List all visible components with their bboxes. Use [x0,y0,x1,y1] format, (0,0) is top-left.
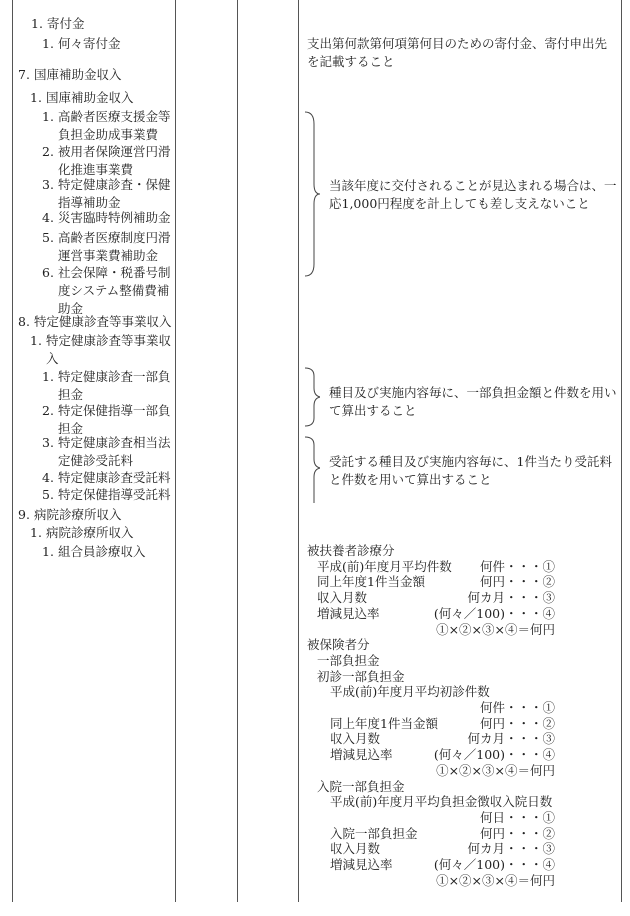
account-item [18,66,173,84]
item-number: 9. [18,507,30,522]
account-item [42,469,173,487]
item-number: 1. [30,333,42,348]
calc-label: 平成(前)年度月平均負担金徴収入院日数 [330,794,553,810]
calc-amount: 何円・・・② [479,825,555,841]
column-divider [12,0,13,902]
item-label: 国庫補助金収入 [34,67,122,82]
account-item [42,434,173,470]
item-number: 7. [18,67,30,82]
account-item [42,108,173,144]
item-number: 3. [42,435,54,450]
calc-label: 初診一部負担金 [317,668,405,684]
item-number: 1. [31,16,43,31]
item-label: 病院診療所収入 [46,525,134,540]
calc-label: 同上年度1件当金額 [330,715,438,731]
brace-icon [300,366,320,428]
item-label: 被用者保険運営円滑化推進事業費 [58,144,171,177]
item-label: 災害臨時特例補助金 [58,210,171,225]
item-number: 6. [42,265,54,280]
calc-amount: 何円・・・② [479,574,555,590]
item-number: 4. [42,470,54,485]
calc-label: 収入月数 [330,841,381,857]
item-number: 2. [42,403,54,418]
column-divider [298,0,299,902]
brace-icon [300,435,320,503]
calc-label: 増減見込率 [317,605,380,621]
calc-amount: ①×②×③×④＝何円 [436,872,555,888]
account-item [42,543,173,561]
calc-label: 平成(前)年度月平均初診件数 [330,684,490,700]
calc-amount: (何々／100)・・・④ [433,747,555,763]
item-label: 特定健康診査受託料 [58,470,171,485]
item-number: 1. [42,36,54,51]
account-item [42,486,173,504]
calc-amount: 何件・・・① [479,558,555,574]
calc-amount: 何円・・・② [479,715,555,731]
note-copay: 種目及び実施内容毎に、一部負担金額と件数を用いて算出すること [329,385,617,418]
calc-amount: 何カ月・・・③ [467,590,555,606]
item-label: 何々寄付金 [58,36,121,51]
calc-label: 収入月数 [317,590,368,606]
calc-amount: (何々／100)・・・④ [433,605,555,621]
item-label: 特定保健指導受託料 [58,487,171,502]
item-number: 1. [42,544,54,559]
account-item [42,176,173,212]
item-label: 特定健康診査等事業収入 [34,314,172,329]
calc-amount: ①×②×③×④＝何円 [436,621,555,637]
item-number: 1. [42,369,54,384]
item-label: 特定健康診査一部負担金 [58,369,171,402]
calc-amount: 何カ月・・・③ [467,731,555,747]
account-item [18,506,173,524]
item-label: 特定健康診査・保健指導補助金 [58,177,171,210]
account-item [30,524,173,542]
item-number: 4. [42,210,54,225]
item-label: 高齢者医療制度円滑運営事業費補助金 [58,230,171,263]
account-item [30,332,173,368]
item-number: 5. [42,230,54,245]
column-divider [237,0,238,902]
account-item [42,368,173,404]
calc-label: 同上年度1件当金額 [317,574,425,590]
account-item [42,209,173,227]
account-item [30,89,173,107]
note-donation: 支出第何款第何項第何目のための寄付金、寄付申出先を記載すること [307,36,608,69]
calc-label: 増減見込率 [330,747,393,763]
calc-amount: 何日・・・① [479,809,555,825]
calc-amount: 何カ月・・・③ [467,841,555,857]
item-number: 2. [42,144,54,159]
item-number: 1. [42,109,54,124]
item-label: 高齢者医療支援金等負担金助成事業費 [58,109,171,142]
item-label: 組合員診療収入 [58,544,146,559]
column-divider [621,0,622,902]
note-subsidy: 当該年度に交付されることが見込まれる場合は、一応1,000円程度を計上しても差し支えないこと [329,178,617,211]
account-item [42,35,173,53]
calc-label: 一部負担金 [317,652,380,668]
item-label: 特定健康診査等事業収入 [46,333,172,366]
item-label: 寄付金 [47,16,85,31]
item-label: 国庫補助金収入 [46,90,134,105]
calc-label: 平成(前)年度月平均件数 [317,558,452,574]
account-item [42,229,173,265]
account-item [42,264,173,318]
calc-label: 入院一部負担金 [330,825,418,841]
account-item [42,143,173,179]
note-contract-fee: 受託する種目及び実施内容毎に、1件当たり受託料と件数を用いて算出すること [329,454,612,487]
item-label: 特定保健指導一部負担金 [58,403,171,436]
calc-label: 収入月数 [330,731,381,747]
calc-label: 入院一部負担金 [317,778,405,794]
calc-label: 増減見込率 [330,857,393,872]
item-number: 3. [42,177,54,192]
calc-label: 被保険者分 [307,637,370,653]
calc-amount: ①×②×③×④＝何円 [436,762,555,778]
calc-amount: 何件・・・① [479,700,555,715]
calc-amount: (何々／100)・・・④ [433,857,555,872]
item-number: 5. [42,487,54,502]
column-divider [175,0,176,902]
item-number: 1. [30,90,42,105]
account-item [18,313,173,331]
item-label: 特定健康診査相当法定健診受託料 [58,435,171,468]
brace-icon [300,110,320,278]
item-number: 1. [30,525,42,540]
calc-label: 被扶養者診療分 [307,543,395,558]
item-number: 8. [18,314,30,329]
account-item [42,402,173,438]
item-label: 病院診療所収入 [34,507,122,522]
account-item [31,15,173,33]
item-label: 社会保障・税番号制度システム整備費補助金 [58,265,171,316]
